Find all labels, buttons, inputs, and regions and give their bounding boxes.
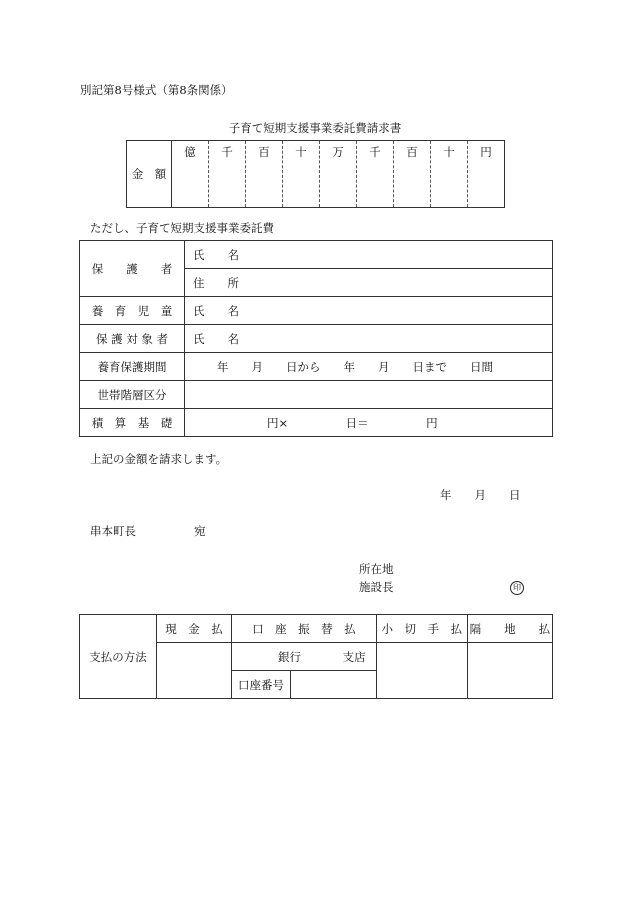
guardian-address-label: 住 所 xyxy=(193,275,239,290)
digit-sen-man[interactable]: 千 xyxy=(209,141,246,208)
digit-sen[interactable]: 千 xyxy=(357,141,394,208)
account-number-label: 口座番号 xyxy=(232,671,291,699)
digit-juu[interactable]: 十 xyxy=(431,141,468,208)
check-payment-field[interactable] xyxy=(376,643,467,699)
remote-payment-header: 隔 地 払 xyxy=(467,615,552,643)
guardian-name-label: 氏 名 xyxy=(193,247,239,262)
amount-label: 金 額 xyxy=(127,141,172,208)
payment-method-label: 支払の方法 xyxy=(80,615,157,699)
protected-person-label: 保 護 対 象 者 xyxy=(80,325,185,353)
guardian-address-field[interactable] xyxy=(185,269,553,297)
seal-icon: 印 xyxy=(510,581,524,595)
amount-table xyxy=(126,140,505,208)
household-class-field[interactable] xyxy=(185,381,553,409)
payment-table xyxy=(79,614,553,699)
check-payment-header: 小 切 手 払 xyxy=(376,615,467,643)
digit-hyaku[interactable]: 百 xyxy=(394,141,431,208)
period-label: 養育保護期間 xyxy=(80,353,185,381)
bank-label: 銀行 xyxy=(278,649,301,664)
branch-label: 支店 xyxy=(342,649,366,664)
child-name-field[interactable] xyxy=(185,297,553,325)
form-number: 別記第8号様式（第8条関係） xyxy=(80,83,233,97)
child-name-label: 氏 名 xyxy=(193,303,239,318)
date-line[interactable]: 年 月 日 xyxy=(440,488,521,502)
cash-payment-field[interactable] xyxy=(157,643,232,699)
details-table xyxy=(79,240,553,437)
child-label: 養 育 児 童 xyxy=(80,297,185,325)
digit-yen[interactable]: 円 xyxy=(468,141,505,208)
transfer-payment-header: 口 座 振 替 払 xyxy=(232,615,377,643)
guardian-label: 保 護 者 xyxy=(80,241,185,297)
protected-name-label: 氏 名 xyxy=(193,331,239,346)
request-statement: 上記の金額を請求します。 xyxy=(90,452,228,466)
proviso-text: ただし、子育て短期支援事業委託費 xyxy=(90,221,274,235)
form-title: 子育て短期支援事業委託費請求書 xyxy=(228,121,402,135)
cash-payment-header: 現 金 払 xyxy=(157,615,232,643)
location-label: 所在地 xyxy=(359,562,394,576)
digit-juu-man[interactable]: 十 xyxy=(283,141,320,208)
bank-branch-field[interactable] xyxy=(232,643,377,671)
digit-oku[interactable]: 億 xyxy=(172,141,209,208)
digit-man[interactable]: 万 xyxy=(320,141,357,208)
addressee: 串本町長 xyxy=(90,524,136,538)
protected-name-field[interactable] xyxy=(185,325,553,353)
calculation-field[interactable]: 円× 日＝ 円 xyxy=(185,409,553,437)
addressee-suffix: 宛 xyxy=(194,524,206,538)
digit-hyaku-man[interactable]: 百 xyxy=(246,141,283,208)
period-field[interactable]: 年 月 日から 年 月 日まで 日間 xyxy=(185,353,553,381)
household-class-label: 世帯階層区分 xyxy=(80,381,185,409)
calculation-label: 積 算 基 礎 xyxy=(80,409,185,437)
director-label: 施設長 xyxy=(359,580,394,594)
guardian-name-field[interactable] xyxy=(185,241,553,269)
seal-mark xyxy=(510,579,524,595)
remote-payment-field[interactable] xyxy=(467,643,552,699)
account-number-field[interactable] xyxy=(291,671,377,699)
